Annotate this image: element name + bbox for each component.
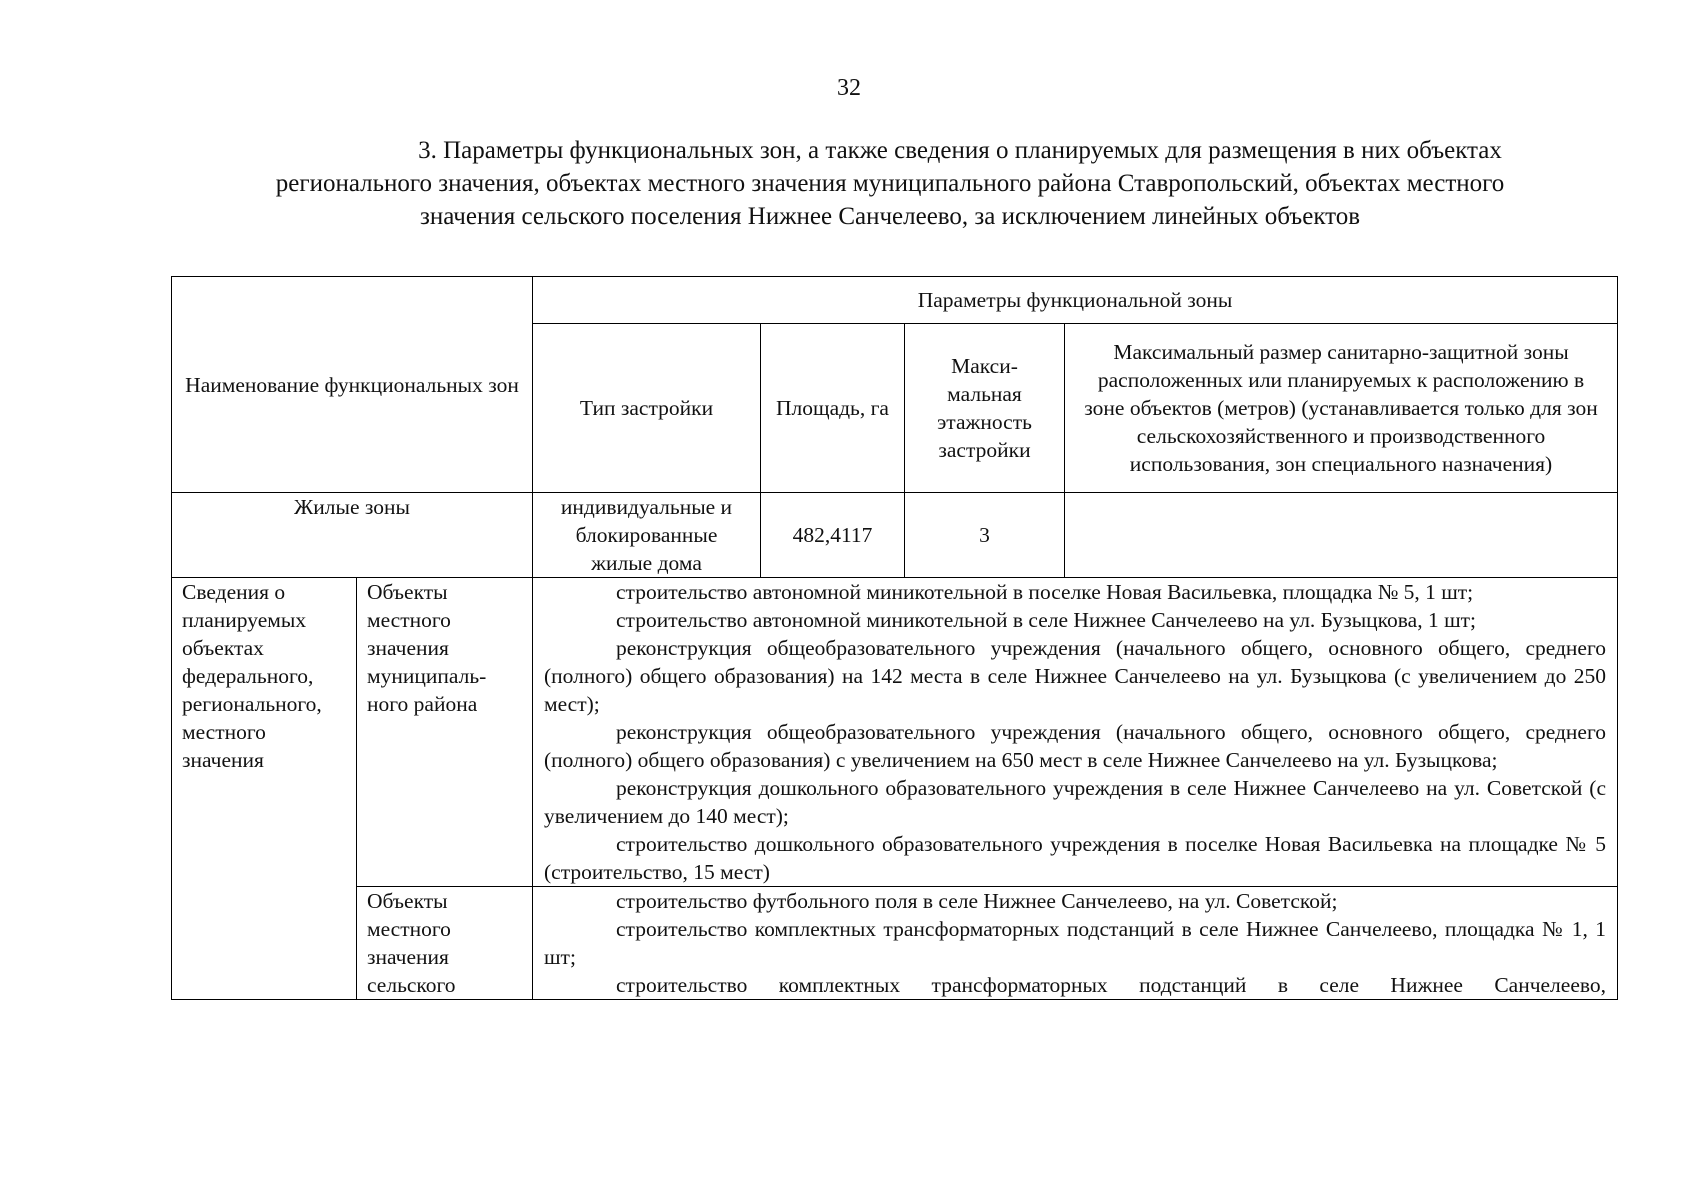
cell-planned-category: Сведения о планируемых объектах федерального, регионального, местного значения <box>172 578 357 1000</box>
header-zone-name: Наименование функциональных зон <box>172 277 533 493</box>
header-sanitary-zone: Максимальный размер санитарно-защитной зоны расположенных или планируемых к расположению в зоне объектов (метров) (устанавливается только для зон сельскохозяйственного и производственного использования, зон специального назначения) <box>1065 324 1618 493</box>
heading-line-2: регионального значения, объектах местного значения муниципального района Ставропольский, объектах местного <box>275 170 1505 197</box>
zones-table <box>171 276 1618 1000</box>
cell-area: 482,4117 <box>761 493 905 578</box>
cell-build-type: индивидуальные и блокированные жилые дома <box>533 493 761 578</box>
heading-line-3: значения сельского поселения Нижнее Санчелеево, за исключением линейных объектов <box>419 203 1361 230</box>
settlement-objects-list <box>533 887 1618 1000</box>
list-item: строительство автономной миникотельной в селе Нижнее Санчелеево на ул. Бузыцкова, 1 шт; <box>616 608 1476 632</box>
header-build-type: Тип застройки <box>533 324 761 493</box>
section-heading <box>170 134 1610 233</box>
header-area: Площадь, га <box>761 324 905 493</box>
list-item: реконструкция общеобразовательного учреждения (начального общего, основного общего, среднего (полного) общего образования) на 142 места в селе Нижнее Санчелеево на ул. Бузыцкова (с увеличением до 250 мест); <box>544 636 1607 716</box>
cell-sanitary-zone <box>1065 493 1618 578</box>
cell-district-label: Объекты местного значения муниципаль-ного района <box>357 578 533 887</box>
list-item: строительство автономной миникотельной в поселке Новая Васильевка, площадка № 5, 1 шт; <box>616 580 1474 604</box>
list-item: строительство дошкольного образовательного учреждения в поселке Новая Васильевка на площадке № 5 (строительство, 15 мест) <box>544 832 1607 884</box>
table-row-settlement-objects <box>172 887 1618 1000</box>
table-row-residential <box>172 493 1618 578</box>
list-item: реконструкция общеобразовательного учреждения (начального общего, основного общего, среднего (полного) общего образования) с увеличением на 650 мест в селе Нижнее Санчелеево на ул. Бузыцкова; <box>544 720 1607 772</box>
list-item: строительство комплектных трансформаторных подстанций в селе Нижнее Санчелеево, <box>616 973 1607 997</box>
page-number: 32 <box>837 75 861 101</box>
district-objects-list <box>533 578 1618 887</box>
cell-max-floors: 3 <box>905 493 1065 578</box>
header-params-group: Параметры функциональной зоны <box>533 277 1618 324</box>
list-item: строительство футбольного поля в селе Нижнее Санчелеево, на ул. Советской; <box>616 889 1338 913</box>
table-row-district-objects <box>172 578 1618 887</box>
heading-line-1: 3. Параметры функциональных зон, а также сведения о планируемых для размещения в них объектах <box>418 137 1502 164</box>
list-item: реконструкция дошкольного образовательного учреждения в селе Нижнее Санчелеево на ул. Советской (с увеличением до 140 мест); <box>544 776 1607 828</box>
cell-settlement-label: Объекты местного значения сельского <box>357 887 533 1000</box>
cell-zone-residential: Жилые зоны <box>172 493 533 578</box>
header-max-floors: Макси-мальная этажность застройки <box>905 324 1065 493</box>
list-item: строительство комплектных трансформаторных подстанций в селе Нижнее Санчелеево, площадка № 1, 1 шт; <box>544 917 1607 969</box>
